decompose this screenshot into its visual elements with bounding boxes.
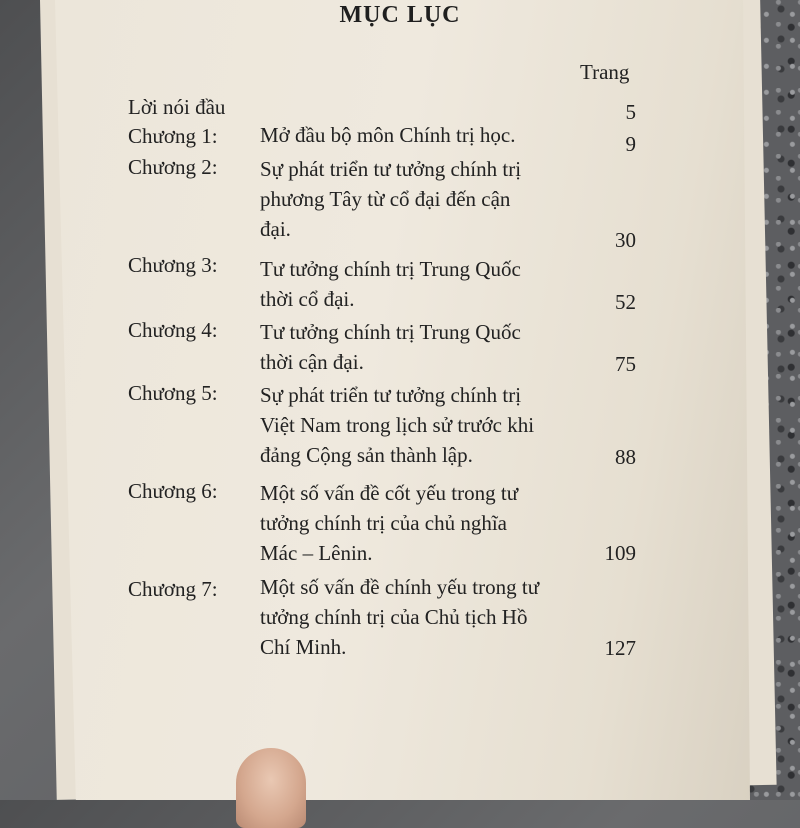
- toc-entry-page: 52: [615, 290, 636, 314]
- toc-entry-page: 9: [625, 132, 636, 156]
- toc-entry-title: [260, 154, 521, 244]
- toc-line: thời cận đại.: [260, 350, 364, 374]
- toc-line: đảng Cộng sản thành lập.: [260, 443, 473, 467]
- toc-line: Việt Nam trong lịch sử trước khi: [260, 413, 535, 437]
- toc-line: Mác – Lênin.: [260, 541, 373, 565]
- toc-entry-label: Chương 2:: [128, 155, 218, 179]
- toc-entry-label: Chương 5:: [128, 381, 218, 405]
- toc-entry-title: [260, 120, 516, 150]
- toc-entry-page: 75: [615, 352, 636, 376]
- toc-line: thời cổ đại.: [260, 287, 355, 311]
- toc-line: Tư tưởng chính trị Trung Quốc: [260, 320, 521, 344]
- toc-line: Chí Minh.: [260, 635, 347, 659]
- page-column-header: Trang: [580, 60, 630, 84]
- toc-line: tưởng chính trị của chủ nghĩa: [260, 511, 508, 535]
- toc-entry-page: 127: [604, 636, 636, 660]
- toc-entry-label: Chương 1:: [128, 124, 218, 148]
- toc-entry-label: Chương 4:: [128, 318, 218, 342]
- toc-line: đại.: [260, 217, 291, 241]
- toc-entry-title: [260, 317, 521, 377]
- toc-entry-title: [260, 254, 521, 314]
- toc-entry-title: [260, 380, 534, 470]
- toc-line: Một số vấn đề cốt yếu trong tư: [260, 481, 519, 505]
- toc-entry-page: 5: [625, 100, 636, 124]
- toc-line: Một số vấn đề chính yếu trong tư: [260, 575, 540, 599]
- toc-entry-label: Lời nói đầu: [128, 95, 226, 119]
- toc-entry-page: 109: [604, 541, 636, 565]
- toc-entry-page: 88: [615, 445, 636, 469]
- toc-entry-title: [260, 478, 518, 568]
- finger: [236, 748, 306, 828]
- toc-line: phương Tây từ cổ đại đến cận: [260, 187, 511, 211]
- toc-entry-label: Chương 7:: [128, 577, 218, 601]
- toc-line: Sự phát triển tư tưởng chính trị: [260, 383, 522, 407]
- toc-line: Sự phát triển tư tưởng chính trị: [260, 157, 522, 181]
- page-title: MỤC LỤC: [339, 2, 461, 28]
- toc-line: Mở đầu bộ môn Chính trị học.: [260, 123, 516, 147]
- toc-entry-label: Chương 6:: [128, 479, 218, 503]
- toc-entry-page: 30: [615, 228, 636, 252]
- toc-line: Tư tưởng chính trị Trung Quốc: [260, 257, 521, 281]
- toc-entry-title: [260, 572, 539, 662]
- toc-entry-label: Chương 3:: [128, 253, 218, 277]
- toc-line: tưởng chính trị của Chủ tịch Hồ: [260, 605, 528, 629]
